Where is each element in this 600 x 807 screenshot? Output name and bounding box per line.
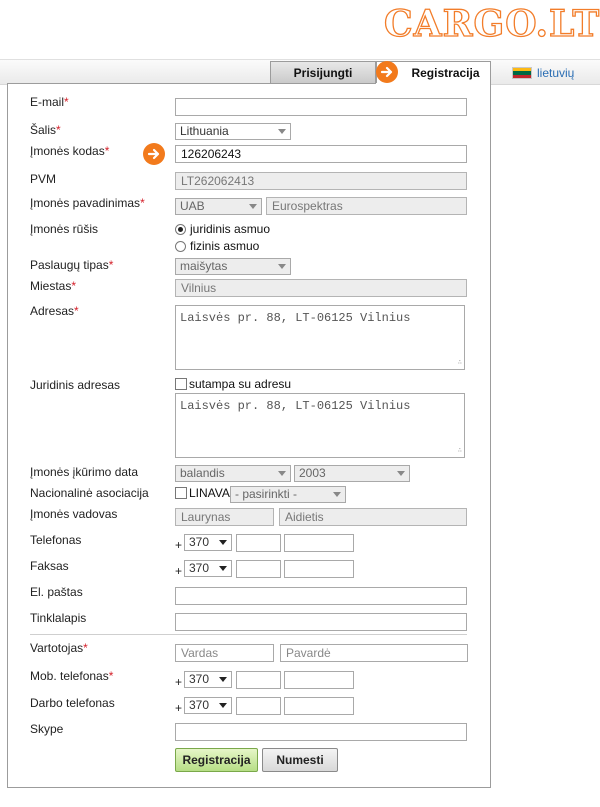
phone-label: Telefonas: [30, 533, 82, 547]
chevron-down-icon: [333, 492, 341, 497]
chevron-down-icon: [249, 204, 257, 209]
chevron-down-icon: [278, 264, 286, 269]
radio-juridinis[interactable]: juridinis asmuo: [175, 222, 270, 236]
company-code-input[interactable]: 126206243: [175, 145, 467, 163]
linava-checkbox[interactable]: LINAVA: [175, 486, 230, 500]
email-input[interactable]: [175, 98, 467, 116]
phone-code-select[interactable]: 370: [184, 534, 232, 551]
service-type-label: Paslaugų tipas*: [30, 258, 114, 272]
radio-fizinis[interactable]: fizinis asmuo: [175, 239, 259, 253]
email2-label: El. paštas: [30, 585, 83, 599]
skype-input[interactable]: [175, 723, 467, 741]
service-type-select[interactable]: maišytas: [175, 258, 291, 275]
country-label: Šalis*: [30, 123, 61, 137]
checkbox[interactable]: [175, 487, 187, 499]
phone-area-input[interactable]: [236, 534, 281, 552]
fax-code-select[interactable]: 370: [184, 560, 232, 577]
chevron-down-icon: [278, 129, 286, 134]
legal-address-label: Juridinis adresas: [30, 378, 121, 392]
work-phone-number-input[interactable]: [284, 697, 354, 715]
checkbox[interactable]: [175, 378, 187, 390]
user-first-input[interactable]: Vardas: [175, 644, 274, 662]
lithuania-flag-icon: [512, 67, 532, 79]
resize-grip-icon: ∴: [457, 359, 462, 367]
work-phone-code-select[interactable]: 370: [184, 697, 232, 714]
association-label: Nacionalinė asociacija: [30, 486, 149, 500]
user-last-input[interactable]: Pavardė: [280, 644, 468, 662]
work-phone-label: Darbo telefonas: [30, 696, 115, 710]
reset-button[interactable]: Numesti: [262, 748, 338, 772]
mobile-label: Mob. telefonas*: [30, 669, 114, 683]
radio-button[interactable]: [175, 241, 186, 252]
fax-number-input[interactable]: [284, 560, 354, 578]
country-select[interactable]: Lithuania: [175, 123, 291, 140]
resize-grip-icon: ∴: [457, 447, 462, 455]
chevron-down-icon: [219, 566, 227, 571]
mobile-code-select[interactable]: 370: [184, 671, 232, 688]
arrow-right-icon: [143, 143, 165, 165]
email2-input[interactable]: [175, 587, 467, 605]
association-select[interactable]: - pasirinkti -: [230, 486, 346, 503]
director-label: Įmonės vadovas: [30, 507, 118, 521]
fax-label: Faksas: [30, 559, 69, 573]
language-label[interactable]: lietuvių: [537, 66, 575, 80]
same-address-checkbox[interactable]: sutampa su adresu: [175, 377, 291, 391]
skype-label: Skype: [30, 722, 64, 736]
website-input[interactable]: [175, 613, 467, 631]
panel-top-border: [7, 83, 376, 84]
founded-year-select[interactable]: 2003: [294, 465, 410, 482]
company-kind-label: Įmonės rūšis: [30, 222, 99, 236]
founded-label: Įmonės įkūrimo data: [30, 465, 139, 479]
company-name-input: Eurospektras: [266, 197, 467, 215]
city-label: Miestas*: [30, 279, 77, 293]
tab-registration[interactable]: Registracija: [376, 61, 491, 86]
fax-area-input[interactable]: [236, 560, 281, 578]
cargo-logo[interactable]: CARGO.LT: [384, 3, 600, 45]
work-phone-plus: +: [175, 701, 183, 715]
pvm-label: PVM: [30, 172, 57, 186]
address-label: Adresas*: [30, 304, 79, 318]
chevron-down-icon: [219, 540, 227, 545]
section-divider: [30, 634, 467, 635]
language-selector[interactable]: [512, 66, 574, 80]
register-button[interactable]: Registracija: [175, 748, 258, 772]
radio-button[interactable]: [175, 224, 186, 235]
director-first-input: Laurynas: [175, 508, 274, 526]
address-textarea[interactable]: Laisvės pr. 88, LT-06125 Vilnius ∴: [175, 305, 465, 370]
chevron-down-icon: [219, 677, 227, 682]
company-name-label: Įmonės pavadinimas*: [30, 196, 145, 210]
user-label: Vartotojas*: [30, 641, 88, 655]
arrow-right-icon: [376, 61, 398, 83]
director-last-input: Aidietis: [279, 508, 467, 526]
phone-number-input[interactable]: [284, 534, 354, 552]
chevron-down-icon: [278, 471, 286, 476]
email-label: E-mail*: [30, 95, 69, 109]
mobile-area-input[interactable]: [236, 671, 281, 689]
founded-month-select[interactable]: balandis: [175, 465, 291, 482]
mobile-number-input[interactable]: [284, 671, 354, 689]
legal-address-textarea[interactable]: Laisvės pr. 88, LT-06125 Vilnius ∴: [175, 393, 465, 458]
website-label: Tinklalapis: [30, 611, 87, 625]
company-code-label: Įmonės kodas*: [30, 144, 110, 158]
city-input: Vilnius: [175, 279, 467, 297]
pvm-input: LT262062413: [175, 172, 467, 190]
chevron-down-icon: [397, 471, 405, 476]
mobile-plus: +: [175, 675, 183, 689]
chevron-down-icon: [219, 703, 227, 708]
fax-plus: +: [175, 564, 183, 578]
work-phone-area-input[interactable]: [236, 697, 281, 715]
tab-login[interactable]: Prisijungti: [270, 61, 376, 84]
phone-plus: +: [175, 538, 183, 552]
company-type-select[interactable]: UAB: [175, 198, 262, 215]
